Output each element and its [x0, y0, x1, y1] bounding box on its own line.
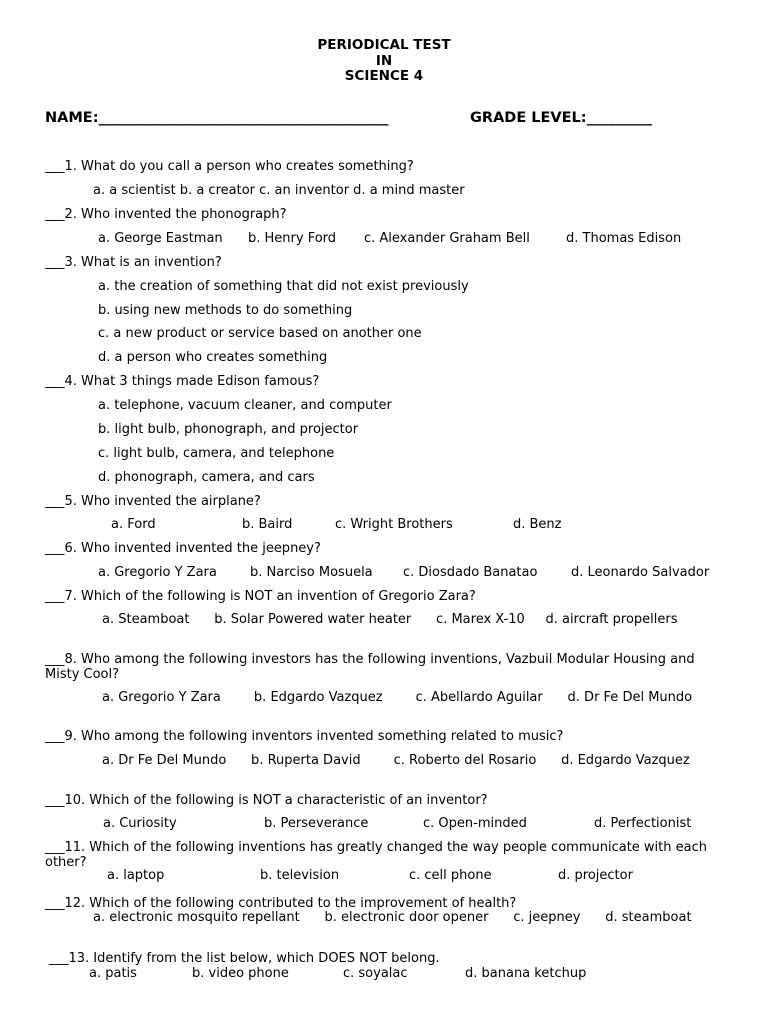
header-subject: SCIENCE 4 [344, 68, 424, 84]
question-10-option-a: a. Curiosity [103, 816, 177, 831]
question-9-options: a. Dr Fe Del Mundo b. Ruperta David c. Roberto del Rosario d. Edgardo Vazquez [102, 753, 690, 768]
question-3: ___3. What is an invention? [45, 255, 222, 270]
question-8: ___8. Who among the following investors has the following inventions, Vazbuil Modular Housing and Misty Cool? [45, 652, 695, 682]
header-in: IN [375, 52, 393, 69]
question-6-option-a: a. Gregorio Y Zara [98, 565, 217, 580]
question-8-options: a. Gregorio Y Zara b. Edgardo Vazquez c. Abellardo Aguilar d. Dr Fe Del Mundo [102, 690, 693, 705]
question-5-option-a: a. Ford [111, 517, 156, 532]
question-1-options: a. a scientist b. a creator c. an inventor d. a mind master [93, 183, 465, 198]
question-6-option-d: d. Leonardo Salvador [571, 565, 710, 580]
question-12: ___12. Which of the following contributed to the improvement of health? [45, 896, 517, 911]
test-header [0, 38, 768, 85]
question-10-option-b: b. Perseverance [264, 816, 369, 831]
question-10-option-c: c. Open-minded [423, 816, 527, 831]
grade-level-field[interactable]: GRADE LEVEL:_________ [470, 110, 652, 126]
question-5-option-b: b. Baird [242, 517, 293, 532]
question-13-option-b: b. video phone [192, 966, 289, 981]
question-9: ___9. Who among the following inventors invented something related to music? [45, 729, 564, 744]
question-7: ___7. Which of the following is NOT an invention of Gregorio Zara? [45, 589, 476, 604]
question-2-option-a: a. George Eastman [98, 231, 223, 246]
header-title: PERIODICAL TEST [317, 37, 451, 53]
question-2-option-c: c. Alexander Graham Bell [364, 231, 530, 246]
question-2-option-d: d. Thomas Edison [566, 231, 682, 246]
question-4-option-a: a. telephone, vacuum cleaner, and computer [98, 398, 392, 413]
question-13-option-c: c. soyalac [343, 966, 408, 981]
question-1: ___1. What do you call a person who creates something? [45, 159, 414, 174]
question-3-option-b: b. using new methods to do something [98, 303, 353, 318]
question-3-option-d: d. a person who creates something [98, 350, 328, 365]
question-10: ___10. Which of the following is NOT a characteristic of an inventor? [45, 793, 488, 808]
question-13: ___13. Identify from the list below, which DOES NOT belong. [49, 951, 440, 966]
question-11: ___11. Which of the following inventions has greatly changed the way people communicate with each other? [45, 840, 707, 870]
question-4-option-c: c. light bulb, camera, and telephone [98, 446, 335, 461]
question-4-option-d: d. phonograph, camera, and cars [98, 470, 315, 485]
question-6-option-c: c. Diosdado Banatao [403, 565, 538, 580]
question-13-option-a: a. patis [89, 966, 137, 981]
question-12-options: a. electronic mosquito repellant b. electronic door opener c. jeepney d. steamboat [93, 910, 692, 925]
question-4-option-b: b. light bulb, phonograph, and projector [98, 422, 359, 437]
question-11-option-c: c. cell phone [409, 868, 492, 883]
question-4: ___4. What 3 things made Edison famous? [45, 374, 320, 389]
question-7-options: a. Steamboat b. Solar Powered water heater c. Marex X-10 d. aircraft propellers [102, 612, 678, 627]
question-3-option-c: c. a new product or service based on another one [98, 326, 422, 341]
question-2-option-b: b. Henry Ford [248, 231, 337, 246]
question-6: ___6. Who invented invented the jeepney? [45, 541, 321, 556]
question-5-option-c: c. Wright Brothers [335, 517, 453, 532]
question-2: ___2. Who invented the phonograph? [45, 207, 287, 222]
question-10-option-d: d. Perfectionist [594, 816, 692, 831]
question-3-option-a: a. the creation of something that did not exist previously [98, 279, 469, 294]
question-11-option-b: b. television [260, 868, 340, 883]
question-11-option-a: a. laptop [107, 868, 165, 883]
question-5: ___5. Who invented the airplane? [45, 494, 261, 509]
name-field[interactable]: NAME:________________________________________ [45, 110, 389, 126]
question-11-option-d: d. projector [558, 868, 633, 883]
question-6-option-b: b. Narciso Mosuela [250, 565, 373, 580]
question-5-option-d: d. Benz [513, 517, 562, 532]
question-13-option-d: d. banana ketchup [465, 966, 587, 981]
